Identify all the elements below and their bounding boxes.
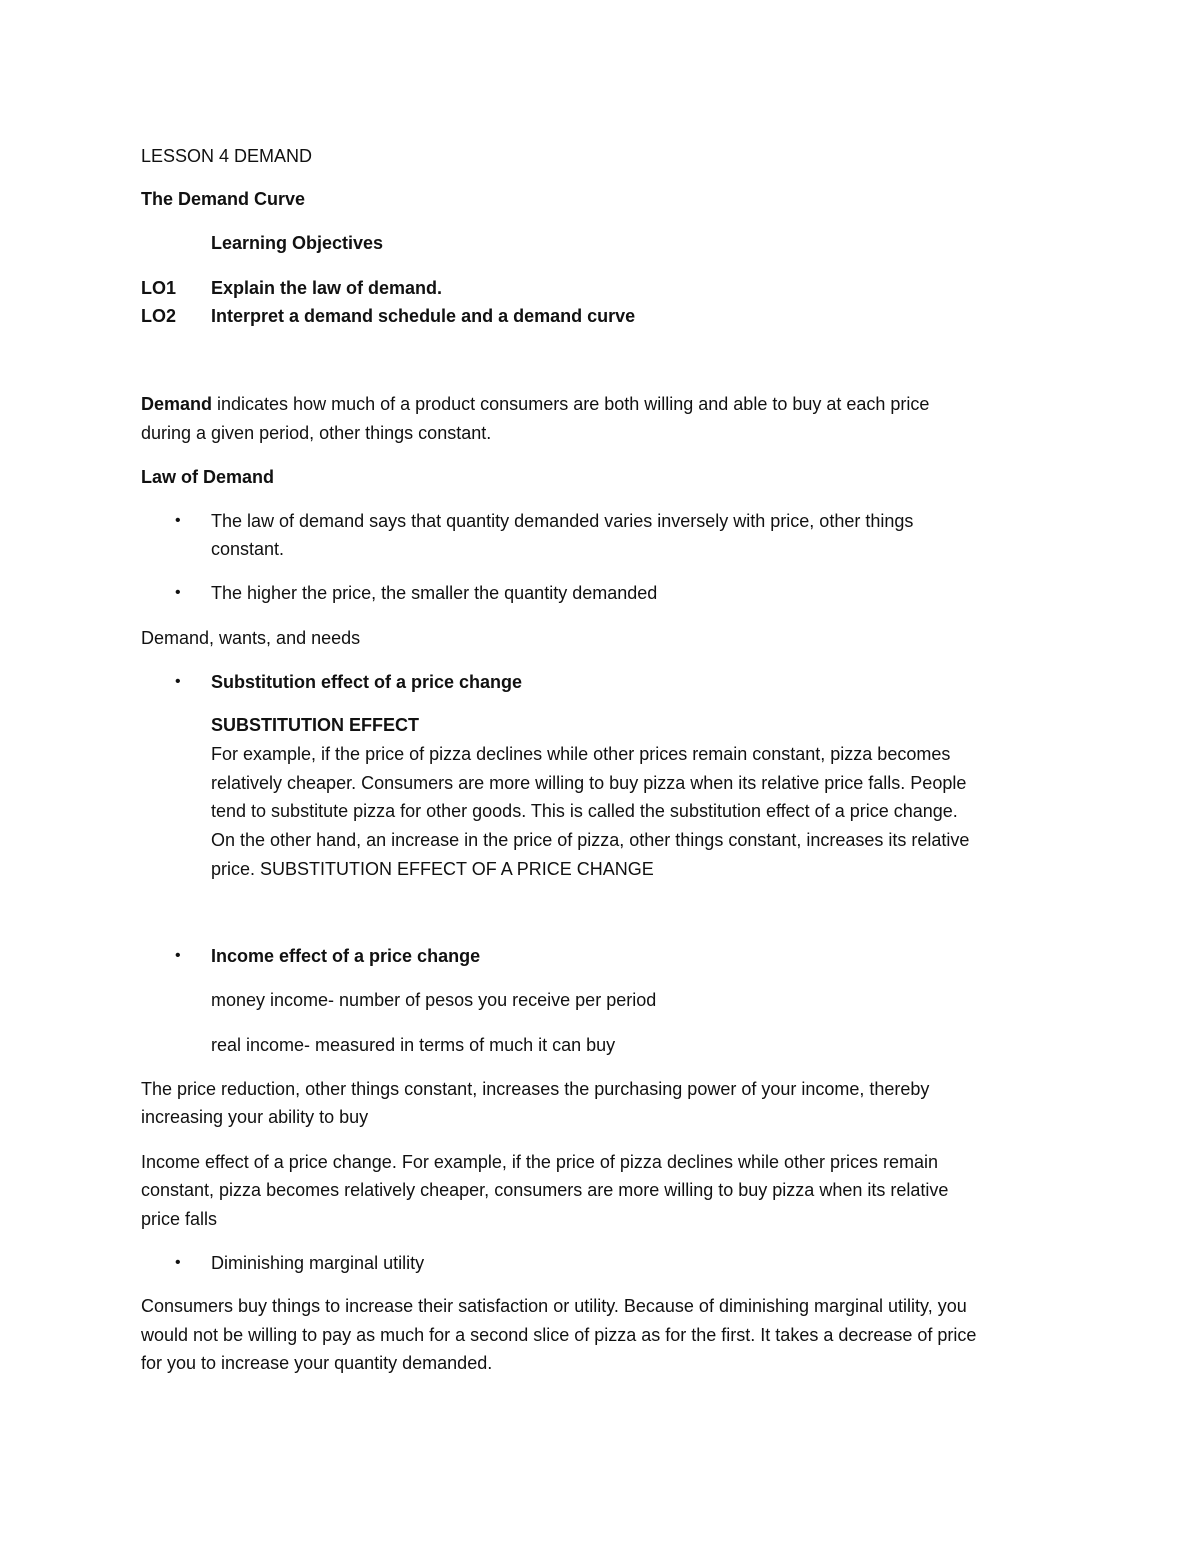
substitution-paragraph-line: tend to substitute pizza for other goods. This is called the substitution effect of a price change. [211, 801, 958, 821]
income-bullet-heading: Income effect of a price change [211, 946, 481, 966]
lesson-title: LESSON 4 DEMAND [141, 146, 313, 166]
money-income-line: money income- number of pesos you receive per period [211, 990, 657, 1010]
bullet-marker: • [175, 673, 181, 690]
demand-definition-text: indicates how much of a product consumers are both willing and able to buy at each price [212, 394, 930, 414]
income-effect-line: constant, pizza becomes relatively cheaper, consumers are more willing to buy pizza when its relative [141, 1180, 949, 1200]
substitution-paragraph-line: On the other hand, an increase in the price of pizza, other things constant, increases its relative [211, 830, 970, 850]
law-bullet-text: constant. [211, 539, 285, 559]
law-bullet-text: The law of demand says that quantity demanded varies inversely with price, other things [211, 511, 914, 531]
bullet-marker: • [175, 512, 181, 529]
demand-definition-line [141, 393, 929, 415]
real-income-line: real income- measured in terms of much it can buy [211, 1035, 616, 1055]
substitution-paragraph-line: For example, if the price of pizza declines while other prices remain constant, pizza becomes [211, 744, 951, 764]
income-effect-line: price falls [141, 1209, 218, 1229]
bullet-marker: • [175, 947, 181, 964]
demand-term: Demand [141, 394, 213, 414]
price-reduction-line: The price reduction, other things constant, increases the purchasing power of your income, thereby [141, 1079, 930, 1099]
bullet-marker: • [175, 584, 181, 601]
objectives-heading: Learning Objectives [211, 233, 384, 253]
consumers-paragraph-line: Consumers buy things to increase their satisfaction or utility. Because of diminishing marginal utility, you [141, 1296, 967, 1316]
consumers-paragraph-line: would not be willing to pay as much for a second slice of pizza as for the first. It takes a decrease of price [141, 1325, 977, 1345]
section-title: The Demand Curve [141, 189, 306, 209]
objective-text: Interpret a demand schedule and a demand curve [211, 306, 636, 326]
objective-code: LO2 [141, 306, 177, 326]
substitution-paragraph-line: price. SUBSTITUTION EFFECT OF A PRICE CHANGE [211, 859, 654, 879]
bullet-marker: • [175, 1254, 181, 1271]
substitution-paragraph-line: relatively cheaper. Consumers are more willing to buy pizza when its relative price falls. People [211, 773, 967, 793]
demand-definition-line: during a given period, other things constant. [141, 423, 492, 443]
law-of-demand-heading: Law of Demand [141, 467, 275, 487]
price-reduction-line: increasing your ability to buy [141, 1107, 369, 1127]
objective-text: Explain the law of demand. [211, 278, 443, 298]
demand-wants-needs-line: Demand, wants, and needs [141, 628, 361, 648]
substitution-effect-heading: SUBSTITUTION EFFECT [211, 715, 419, 735]
law-bullet-text: The higher the price, the smaller the quantity demanded [211, 583, 658, 603]
income-effect-line: Income effect of a price change. For example, if the price of pizza declines while other prices remain [141, 1152, 939, 1172]
objective-code: LO1 [141, 278, 177, 298]
substitution-bullet-heading: Substitution effect of a price change [211, 672, 523, 692]
consumers-paragraph-line: for you to increase your quantity demanded. [141, 1353, 493, 1373]
dmu-bullet-text: Diminishing marginal utility [211, 1253, 425, 1273]
